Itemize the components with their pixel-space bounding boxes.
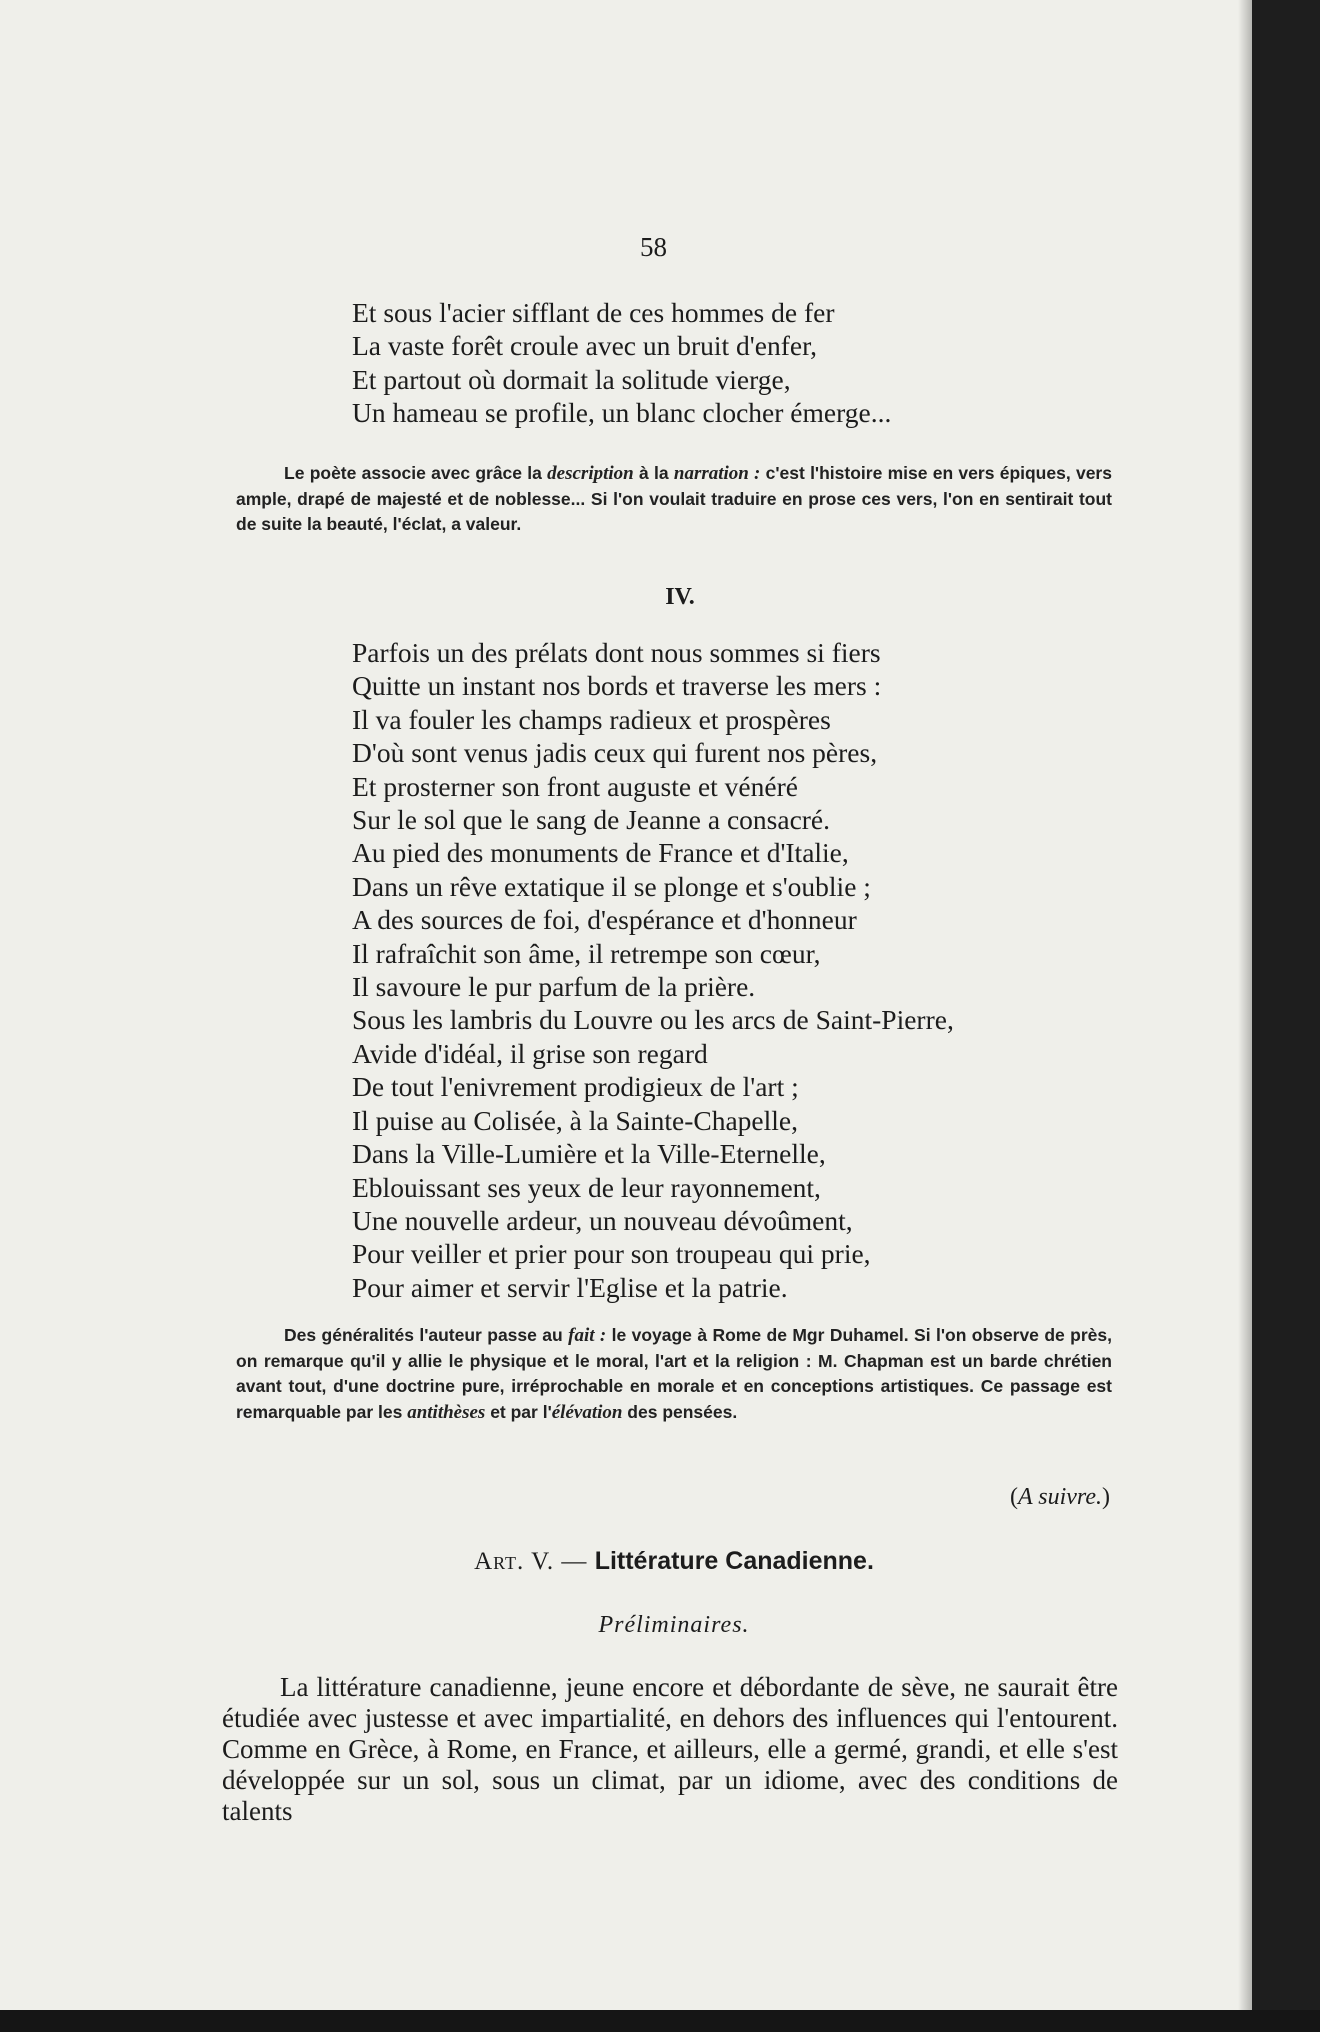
verse-stanza-1 <box>352 296 891 430</box>
article-title: Littérature Canadienne. <box>594 1547 874 1575</box>
sub-heading: Préliminaires. <box>598 1612 750 1638</box>
paren-close: ) <box>1102 1484 1110 1510</box>
paren-open: ( <box>1010 1484 1018 1510</box>
verse-line: D'où sont venus jadis ceux qui furent nos pères, <box>352 737 878 769</box>
commentary-text: Des généralités l'auteur passe au <box>284 1325 569 1345</box>
verse-line: Et partout où dormait la solitude vierge, <box>352 363 791 395</box>
commentary-text: Le poète associe avec grâce la <box>284 463 548 483</box>
verse-line: Une nouvelle ardeur, un nouveau dévoûment, <box>352 1204 853 1236</box>
verse-line: Sur le sol que le sang de Jeanne a consacré. <box>352 804 831 836</box>
verse-line: Il va fouler les champs radieux et prospères <box>352 703 831 735</box>
page-number: 58 <box>640 232 667 262</box>
article-heading <box>236 1547 1112 1576</box>
verse-line: Pour aimer et servir l'Eglise et la patrie. <box>352 1271 788 1303</box>
commentary-text: des pensées. <box>622 1401 738 1422</box>
commentary-emphasis: description <box>547 463 634 484</box>
verse-line: Il savoure le pur parfum de la prière. <box>352 971 756 1003</box>
verse-line: A des sources de foi, d'espérance et d'honneur <box>352 904 857 936</box>
book-gutter <box>1252 0 1320 2010</box>
verse-line: Il rafraîchit son âme, il retrempe son cœur, <box>352 937 821 969</box>
commentary-paragraph-2 <box>236 1323 1112 1425</box>
section-number: IV. <box>665 584 695 610</box>
verse-line: Dans un rêve extatique il se plonge et s'oublie ; <box>352 870 871 902</box>
verse-line: La vaste forêt croule avec un bruit d'enfer, <box>352 330 818 362</box>
verse-line: Un hameau se profile, un blanc clocher émerge... <box>352 397 892 429</box>
verse-line: Avide d'idéal, il grise son regard <box>352 1037 708 1069</box>
commentary-paragraph-1 <box>236 461 1112 538</box>
body-paragraph: La littérature canadienne, jeune encore et débordante de sève, ne saurait être étudiée avec justesse et avec impartialité, en dehors des influences qui l'entourent. Comme en Grèce, à Rome, en France, et ailleurs, elle a germé, grandi, et elle s'est développée sur un sol, sous un climat, par un idiome, avec des conditions de talents <box>222 1672 1118 1826</box>
to-be-continued <box>870 1484 1110 1511</box>
verse-line: Et sous l'acier sifflant de ces hommes de fer <box>352 297 835 328</box>
commentary-text: et par l' <box>485 1401 552 1422</box>
verse-line: Pour veiller et prier pour son troupeau qui prie, <box>352 1238 871 1270</box>
to-be-continued-text: A suivre. <box>1018 1484 1102 1510</box>
commentary-emphasis: antithèses <box>407 1401 486 1423</box>
article-label: Art. V. — <box>474 1548 595 1575</box>
verse-line: Quitte un instant nos bords et traverse les mers : <box>352 670 882 702</box>
commentary-text: c'est l'histoire mise en vers épiques, vers ample, drapé de majesté et de noblesse... Si l'on voulait traduire en prose ces vers, l'on en sentirait tout de suite la beauté, l'éclat, a valeur. <box>236 463 1112 534</box>
commentary-text: à la <box>633 463 674 483</box>
commentary-emphasis: fait : <box>568 1325 607 1346</box>
commentary-emphasis: narration : <box>673 463 761 484</box>
verse-line: Parfois un des prélats dont nous sommes si fiers <box>352 637 881 668</box>
commentary-emphasis: élévation <box>551 1401 623 1423</box>
verse-line: Dans la Ville-Lumière et la Ville-Eternelle, <box>352 1138 826 1170</box>
verse-line: De tout l'enivrement prodigieux de l'art ; <box>352 1071 799 1103</box>
verse-line: Sous les lambris du Louvre ou les arcs de Saint-Pierre, <box>352 1004 954 1036</box>
verse-line: Au pied des monuments de France et d'Italie, <box>352 837 849 869</box>
scan-bottom-edge <box>0 2010 1320 2032</box>
verse-line: Il puise au Colisée, à la Sainte-Chapelle, <box>352 1104 798 1136</box>
verse-stanza-2 <box>352 636 954 1304</box>
verse-line: Eblouissant ses yeux de leur rayonnement, <box>352 1171 821 1203</box>
verse-line: Et prosterner son front auguste et vénéré <box>352 770 798 802</box>
commentary-text: le voyage à Rome de Mgr Duhamel. Si l'on observe de près, on remarque qu'il y allie le physique et le moral, l'art et la religion : M. Chapman est un barde chrétien avant tout, d'une doctrine pure, irréprochable en morale et en conceptions artistiques. Ce passage est remarquable par les <box>236 1325 1112 1422</box>
